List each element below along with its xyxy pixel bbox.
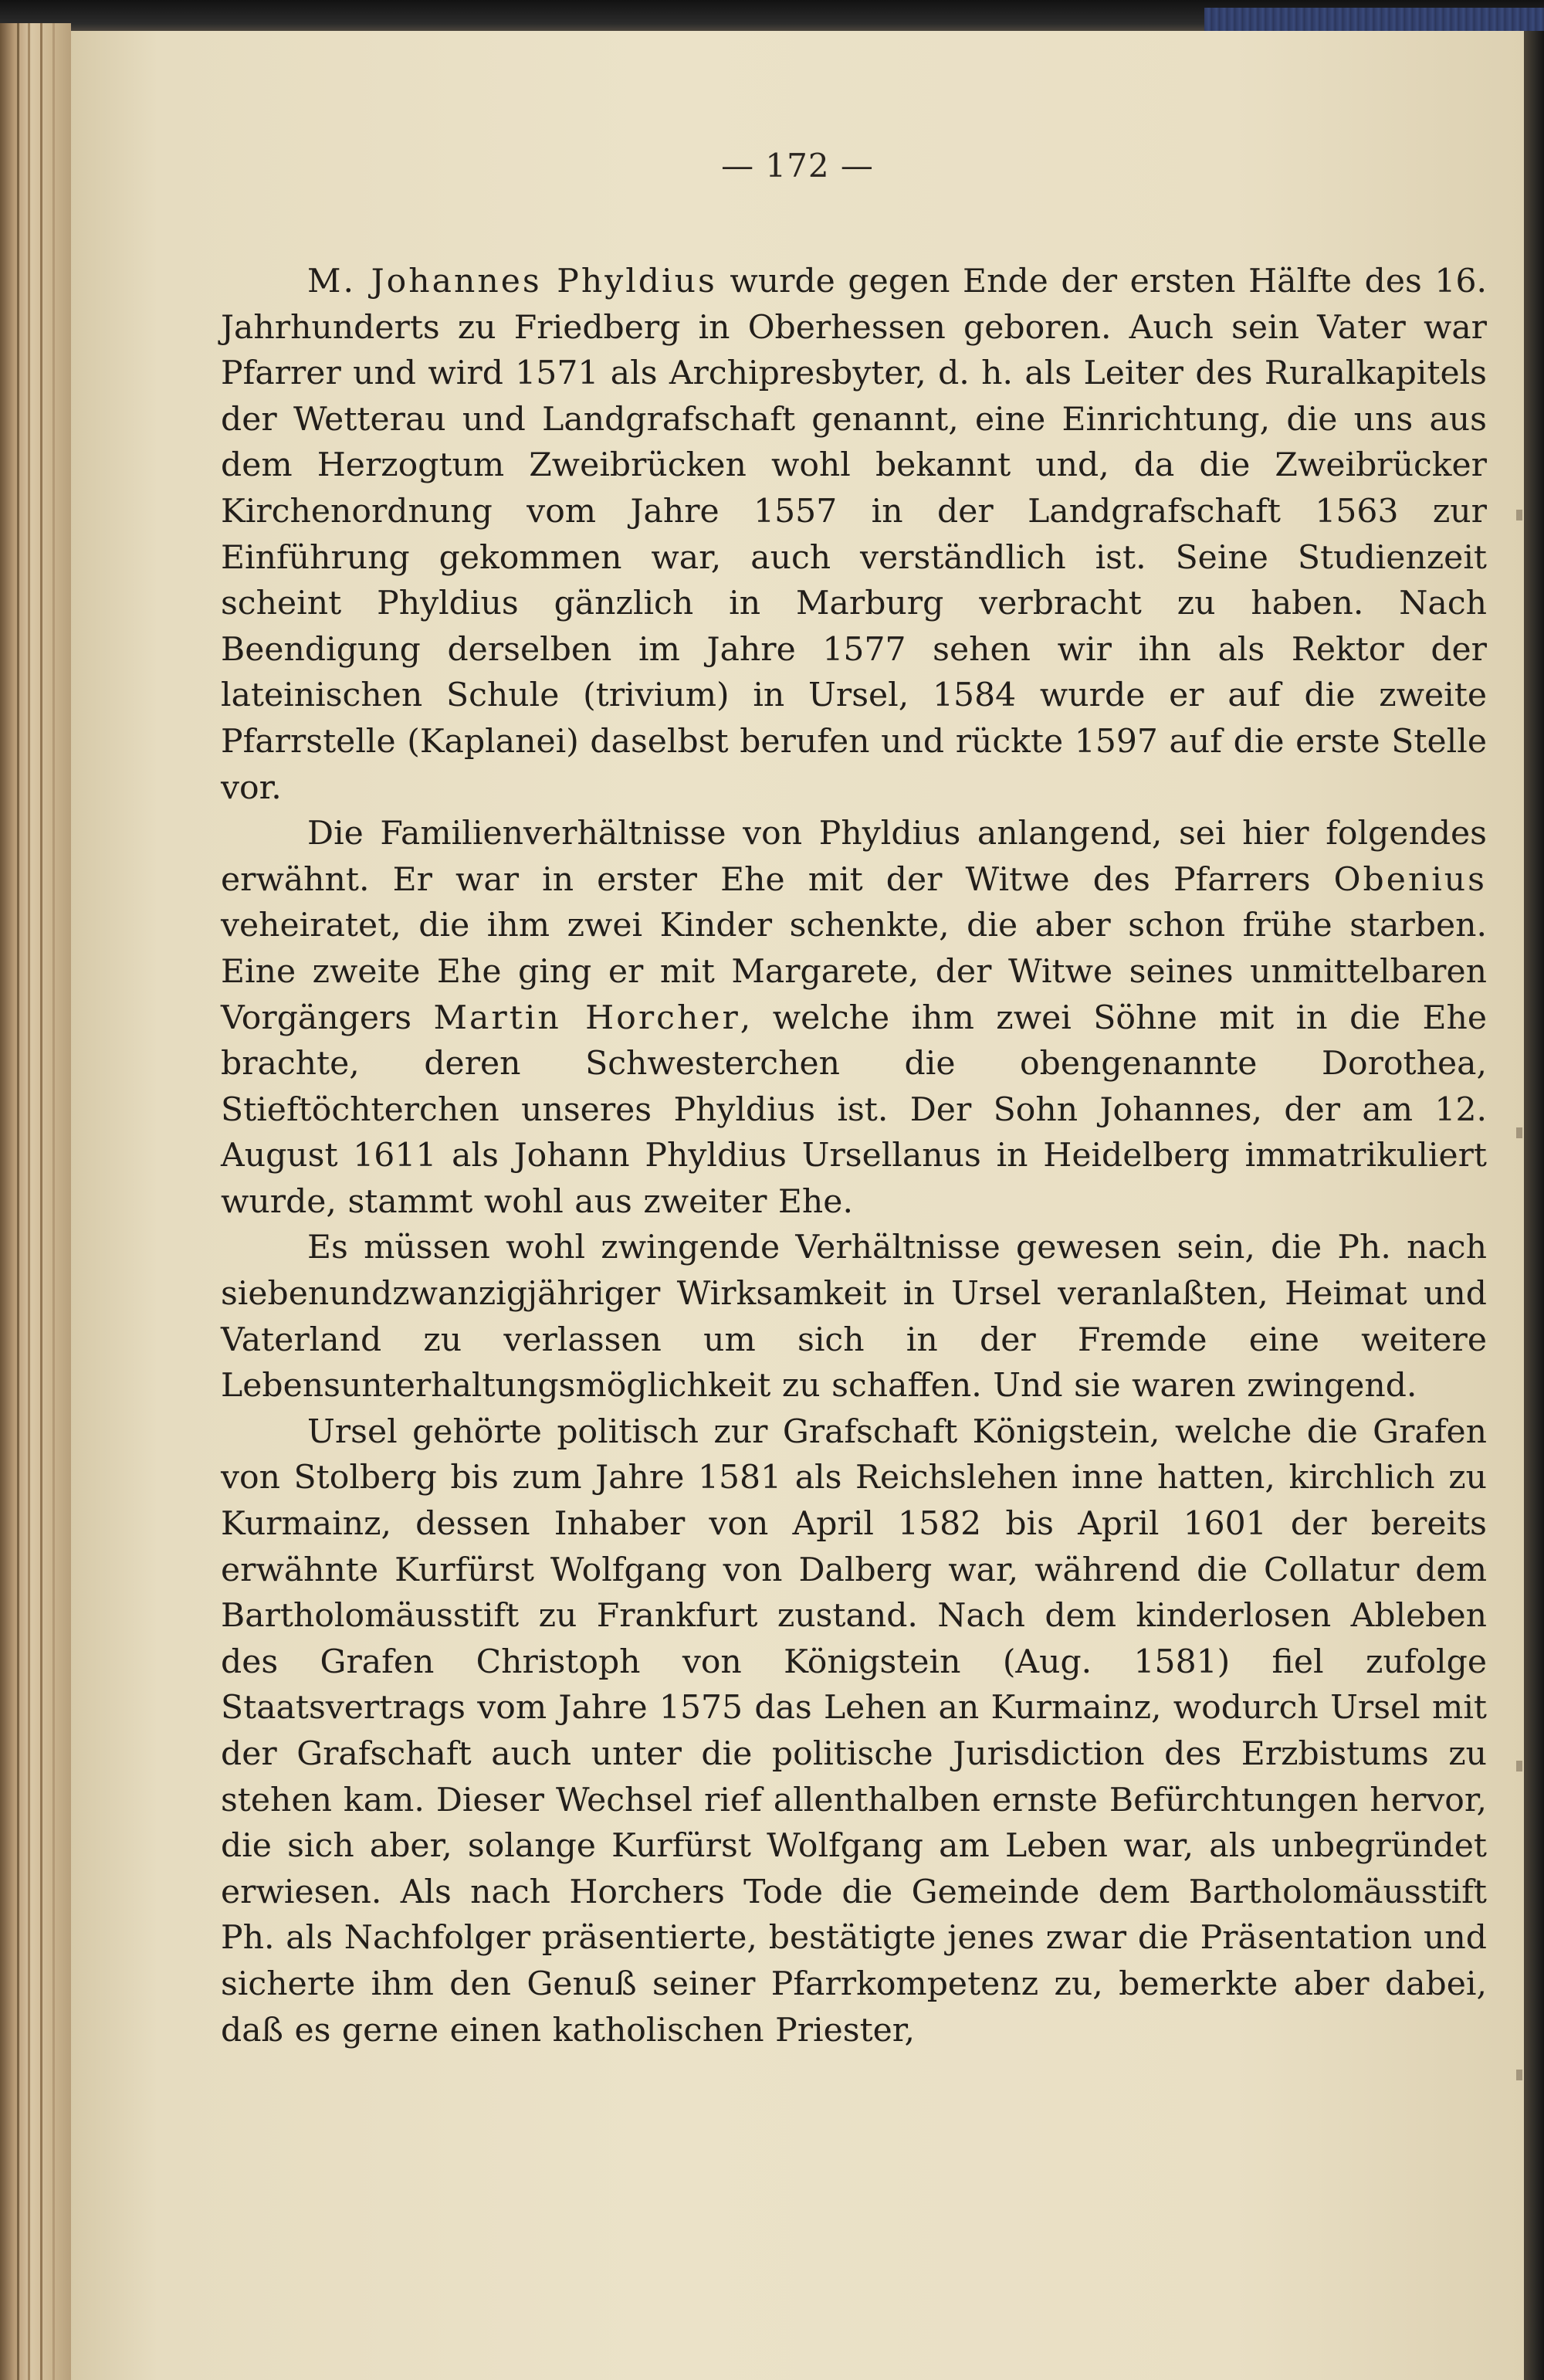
- person-name: M. Johannes Phyldius: [307, 263, 717, 300]
- body-text: [221, 259, 1487, 2053]
- margin-mark: [1516, 1761, 1522, 1771]
- text-segment: Die Familienverhältnisse von Phyldius anlangend, sei hier folgendes erwähnt. Er war in erster Ehe mit der Witwe des Pfarrers: [221, 815, 1487, 899]
- page-number: — 172 —: [721, 147, 874, 185]
- book-binding-right: [1524, 31, 1544, 2380]
- margin-mark: [1516, 1127, 1522, 1138]
- person-name: Obenius: [1333, 860, 1487, 899]
- person-name: Martin Horcher: [433, 998, 740, 1037]
- paragraph: [221, 1225, 1487, 1409]
- paragraph: [221, 259, 1487, 811]
- paragraph: [221, 811, 1487, 1225]
- text-segment: wurde gegen Ende der ersten Hälfte des 16. Jahrhunderts zu Friedberg in Oberhessen geboren. Auch sein Vater war Pfarrer und wird 1571 als Archipresbyter, d. h. als Leiter des Ruralkapitels der Wetterau und Landgrafschaft genannt, eine Einrichtung, die uns aus dem Herzogtum Zweibrücken wohl bekannt und, da die Zweibrücker Kirchenordnung vom Jahre 1557 in der Landgrafschaft 1563 zur Einführung gekommen war, auch verständlich ist. Seine Studienzeit scheint Phyldius gänzlich in Marburg verbracht zu haben. Nach Beendigung derselben im Jahre 1577 sehen wir ihn als Rektor der lateinischen Schule (trivium) in Ursel, 1584 wurde er auf die zweite Pfarrstelle (Kaplanei) daselbst berufen und rückte 1597 auf die erste Stelle vor.: [221, 263, 1487, 807]
- text-segment: , welche ihm zwei Söhne mit in die Ehe brachte, deren Schwesterchen die obengenannte Dorothea, Stieftöchterchen unseres Phyldius ist. Der Sohn Johannes, der am 12. August 1611 als Johann Phyldius Ursellanus in Heidelberg immatrikuliert wurde, stammt wohl aus zweiter Ehe.: [221, 998, 1488, 1221]
- text-segment: Ursel gehörte politisch zur Grafschaft Königstein, welche die Grafen von Stolberg bis zum Jahre 1581 als Reichslehen inne hatten, kirchlich zu Kurmainz, dessen Inhaber von April 1582 bis April 1601 der bereits erwähnte Kurfürst Wolfgang von Dalberg war, während die Collatur dem Bartholomäusstift zu Frankfurt zustand. Nach dem kinderlosen Ableben des Grafen Christoph von Königstein (Aug. 1581) fiel zufolge Staatsvertrags vom Jahre 1575 das Lehen an Kurmainz, wodurch Ursel mit der Grafschaft auch unter die politische Jurisdiction des Erzbistums zu stehen kam. Dieser Wechsel rief allenthalben ernste Befürchtungen hervor, die sich aber, solange Kurfürst Wolfgang am Leben war, als unbegründet erwiesen. Als nach Horchers Tode die Gemeinde dem Bartholomäusstift Ph. als Nachfolger präsentierte, bestätigte jenes zwar die Präsentation und sicherte ihm den Genuß seiner Pfarrkompetenz zu, bemerkte aber dabei, daß es gerne einen katholischen Priester,: [221, 1412, 1487, 2049]
- book-binding-cloth: [1204, 8, 1544, 34]
- book-page-edges: [0, 23, 71, 2380]
- text-segment: veheiratet, die ihm zwei Kinder schenkte, die aber schon frühe starben. Eine zweite Ehe ging er mit Margarete, der Witwe seines unmittelbaren Vorgängers: [221, 907, 1487, 1037]
- margin-mark: [1516, 510, 1522, 520]
- text-segment: Es müssen wohl zwingende Verhältnisse gewesen sein, die Ph. nach siebenundzwanzigjähriger Wirksamkeit in Ursel veranlaßten, Heimat und Vaterland zu verlassen um sich in der Fremde eine weitere Lebensunterhaltungsmöglichkeit zu schaffen. Und sie waren zwingend.: [221, 1229, 1487, 1405]
- margin-mark: [1516, 2070, 1522, 2080]
- book-page: [71, 31, 1524, 2380]
- paragraph: [221, 1409, 1487, 2053]
